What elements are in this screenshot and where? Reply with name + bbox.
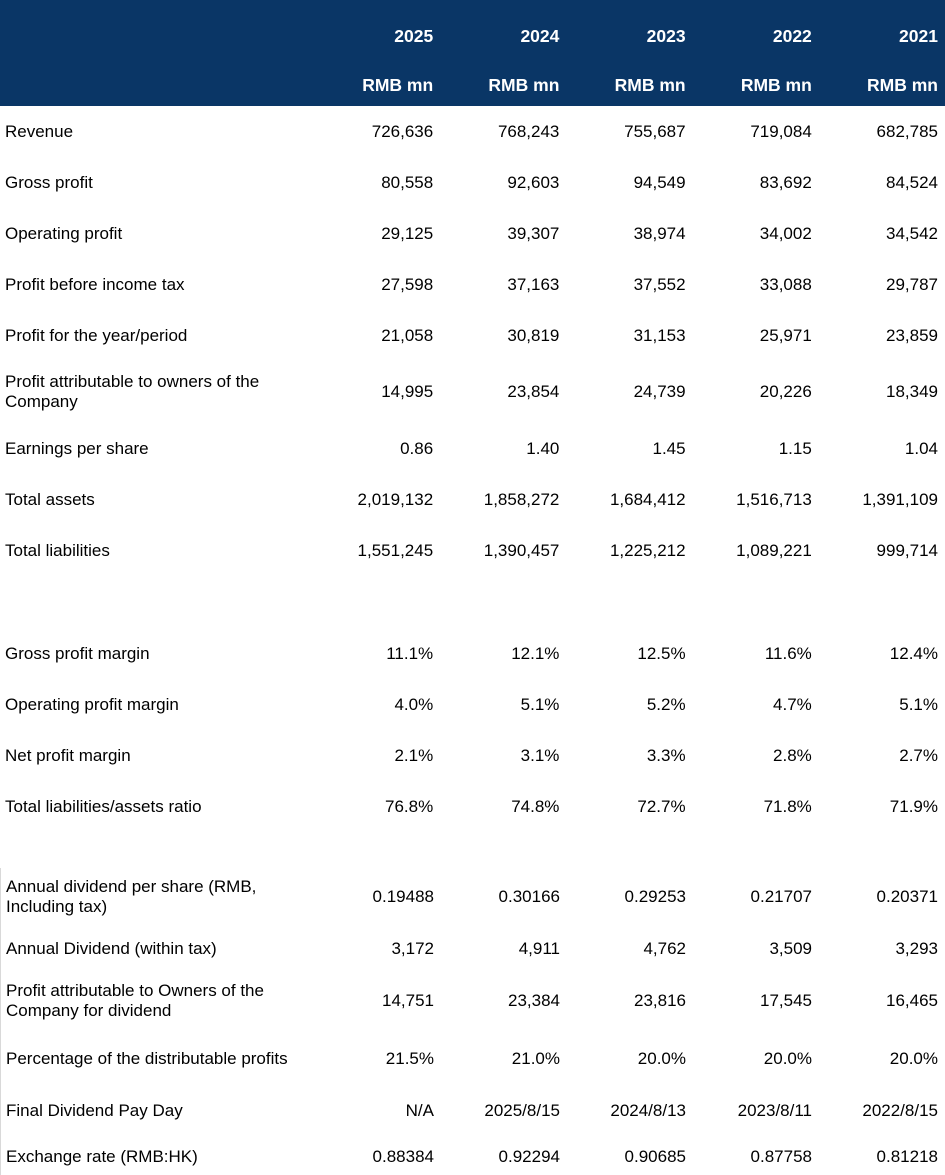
cell-value: 14,751 <box>382 991 434 1010</box>
cell-value: 755,687 <box>624 121 686 141</box>
cell-value: 2023/8/11 <box>737 1101 812 1120</box>
cell-value: 1.45 <box>652 438 686 458</box>
cell-value: 21.5% <box>385 1049 434 1068</box>
cell-value: 4,762 <box>643 939 686 958</box>
cell-value: 3.1% <box>520 745 560 765</box>
cell-value: 71.8% <box>763 796 812 816</box>
year-column-header: 2022 <box>772 26 812 46</box>
cell-value: 34,002 <box>759 223 812 243</box>
cell-value: 1,391,109 <box>862 489 938 509</box>
row-label: Net profit margin <box>5 745 131 765</box>
table-row <box>0 106 945 157</box>
cell-value: 768,243 <box>497 121 560 141</box>
cell-value: 37,163 <box>507 274 560 294</box>
cell-value: 12.1% <box>511 643 560 663</box>
cell-value: 14,995 <box>381 382 434 401</box>
cell-value: 23,816 <box>634 991 686 1010</box>
cell-value: 1,390,457 <box>483 540 560 560</box>
cell-value: 3.3% <box>646 745 686 765</box>
table-header <box>0 0 945 106</box>
cell-value: 11.1% <box>386 643 434 663</box>
cell-value: 94,549 <box>633 172 686 192</box>
cell-value: 1,684,412 <box>609 489 686 509</box>
cell-value: 72.7% <box>637 796 686 816</box>
table-row <box>0 361 945 423</box>
cell-value: 4,911 <box>518 939 560 958</box>
cell-value: 29,787 <box>885 274 938 294</box>
table-row <box>0 730 945 781</box>
cell-value: 0.87758 <box>750 1147 812 1166</box>
cell-value: 1,551,245 <box>357 540 434 560</box>
cell-value: 33,088 <box>759 274 812 294</box>
cell-value: 16,465 <box>886 991 938 1010</box>
table-row <box>0 157 945 208</box>
cell-value: 21.0% <box>511 1049 560 1068</box>
cell-value: 2.8% <box>773 745 812 765</box>
cell-value: 20.0% <box>763 1049 812 1068</box>
cell-value: 29,125 <box>381 223 434 243</box>
cell-value: 71.9% <box>889 796 938 816</box>
table-row <box>0 781 945 832</box>
table-row <box>0 259 945 310</box>
cell-value: 92,603 <box>507 172 560 192</box>
cell-value: 23,384 <box>508 991 560 1010</box>
table-body <box>0 106 945 1175</box>
year-column-header: 2021 <box>899 26 938 46</box>
cell-value: 80,558 <box>381 172 434 192</box>
cell-value: 682,785 <box>876 121 938 141</box>
cell-value: 2024/8/13 <box>610 1101 686 1120</box>
cell-value: 27,598 <box>381 274 434 294</box>
table-row <box>0 679 945 730</box>
year-column-header: 2024 <box>520 26 560 46</box>
row-label: Operating profit <box>5 223 123 243</box>
row-label: Gross profit <box>5 172 93 192</box>
unit-label: RMB mn <box>867 75 938 95</box>
table-section <box>0 868 945 1175</box>
row-label: Profit attributable to Owners of the Company for dividend <box>6 981 264 1020</box>
cell-value: 84,524 <box>885 172 938 192</box>
table-row <box>0 208 945 259</box>
cell-value: 21,058 <box>381 325 434 345</box>
table-row <box>0 926 945 972</box>
unit-label: RMB mn <box>362 75 434 95</box>
cell-value: 2.7% <box>899 745 938 765</box>
table-row <box>0 525 945 576</box>
cell-value: 24,739 <box>633 382 686 401</box>
cell-value: 726,636 <box>371 121 434 141</box>
cell-value: 0.88384 <box>372 1147 434 1166</box>
cell-value: 25,971 <box>759 325 812 345</box>
row-label: Profit before income tax <box>5 274 185 294</box>
cell-value: 17,545 <box>760 991 812 1010</box>
cell-value: 5.1% <box>899 694 938 714</box>
cell-value: 0.86 <box>400 438 434 458</box>
table-row <box>0 868 945 926</box>
row-label: Profit attributable to owners of the Company <box>5 372 260 411</box>
cell-value: 0.90685 <box>624 1147 686 1166</box>
cell-value: 2025/8/15 <box>484 1101 560 1120</box>
cell-value: 3,172 <box>391 939 434 958</box>
table-row <box>0 474 945 525</box>
cell-value: 999,714 <box>876 540 938 560</box>
cell-value: 2.1% <box>394 745 434 765</box>
cell-value: 23,854 <box>507 382 560 401</box>
cell-value: 5.2% <box>646 694 686 714</box>
cell-value: 0.81218 <box>876 1147 938 1166</box>
cell-value: 2022/8/15 <box>862 1101 938 1120</box>
row-label: Annual dividend per share (RMB, Including tax) <box>6 877 257 916</box>
table-row <box>0 972 945 1030</box>
cell-value: 38,974 <box>633 223 686 243</box>
cell-value: 31,153 <box>633 325 686 345</box>
cell-value: 37,552 <box>633 274 686 294</box>
cell-value: 0.20371 <box>876 887 938 906</box>
cell-value: 719,084 <box>750 121 812 141</box>
cell-value: 18,349 <box>885 382 938 401</box>
cell-value: 5.1% <box>520 694 560 714</box>
table-row <box>0 1134 945 1175</box>
unit-label: RMB mn <box>488 75 560 95</box>
cell-value: 12.4% <box>889 643 938 663</box>
cell-value: 34,542 <box>885 223 938 243</box>
table-section <box>0 628 945 832</box>
cell-value: 76.8% <box>384 796 434 816</box>
cell-value: 0.21707 <box>750 887 812 906</box>
unit-label: RMB mn <box>740 75 812 95</box>
cell-value: 3,293 <box>895 939 938 958</box>
cell-value: 0.29253 <box>624 887 686 906</box>
table-row <box>0 423 945 474</box>
cell-value: 83,692 <box>759 172 812 192</box>
unit-label: RMB mn <box>614 75 686 95</box>
cell-value: 1.04 <box>904 438 938 458</box>
cell-value: 0.19488 <box>372 887 434 906</box>
cell-value: 0.92294 <box>498 1147 560 1166</box>
cell-value: 74.8% <box>511 796 560 816</box>
row-label: Operating profit margin <box>5 694 179 714</box>
table-section <box>0 106 945 576</box>
cell-value: 4.7% <box>773 694 812 714</box>
cell-value: 0.30166 <box>498 887 560 906</box>
row-label: Annual Dividend (within tax) <box>6 939 217 958</box>
cell-value: 1,089,221 <box>736 540 812 560</box>
table-row <box>0 628 945 679</box>
cell-value: 23,859 <box>885 325 938 345</box>
cell-value: N/A <box>405 1101 434 1120</box>
row-label: Total liabilities <box>5 540 110 560</box>
cell-value: 30,819 <box>507 325 560 345</box>
cell-value: 11.6% <box>764 643 812 663</box>
cell-value: 39,307 <box>507 223 560 243</box>
row-label: Total liabilities/assets ratio <box>5 796 202 816</box>
table-row <box>0 1030 945 1088</box>
row-label: Total assets <box>5 489 95 509</box>
unit-header-row <box>0 75 945 96</box>
year-column-header: 2023 <box>646 26 686 46</box>
table-row <box>0 310 945 361</box>
cell-value: 1,858,272 <box>483 489 560 509</box>
cell-value: 20,226 <box>759 382 812 401</box>
row-label: Percentage of the distributable profits <box>6 1049 288 1068</box>
cell-value: 4.0% <box>394 694 434 714</box>
row-label: Profit for the year/period <box>5 325 188 345</box>
cell-value: 1,225,212 <box>609 540 686 560</box>
cell-value: 1.40 <box>526 438 560 458</box>
row-label: Revenue <box>5 121 74 141</box>
cell-value: 20.0% <box>637 1049 686 1068</box>
cell-value: 20.0% <box>889 1049 938 1068</box>
table-row <box>0 1088 945 1134</box>
row-label: Final Dividend Pay Day <box>6 1101 183 1120</box>
cell-value: 1,516,713 <box>736 489 812 509</box>
year-header-row <box>0 26 945 47</box>
row-label: Exchange rate (RMB:HK) <box>6 1147 198 1166</box>
row-label: Gross profit margin <box>5 643 150 663</box>
cell-value: 3,509 <box>769 939 812 958</box>
cell-value: 2,019,132 <box>357 489 434 509</box>
year-column-header: 2025 <box>394 26 434 46</box>
row-label: Earnings per share <box>5 438 149 458</box>
cell-value: 1.15 <box>778 438 812 458</box>
cell-value: 12.5% <box>637 643 686 663</box>
